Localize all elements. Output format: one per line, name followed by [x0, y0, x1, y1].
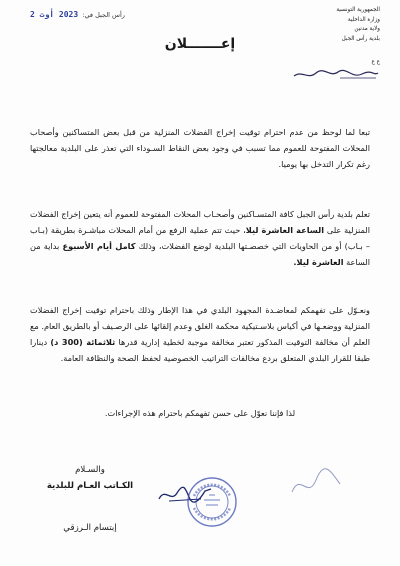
bold-text: كامل أيام الأسبوع: [62, 241, 136, 251]
signer-name: إبتسام الـرزقي: [63, 523, 117, 533]
date-line: [30, 10, 125, 19]
date-stamp: 2023 أوت 2: [30, 10, 79, 19]
text-run: تعلم بلدية رأس الجبل كافة المتسـاكنين وأصحـاب المحلات المفتوحة للعموم أنه يتعين إخراج الفضلات المنزلية على: [30, 209, 370, 235]
bold-text: العاشرة ليلا.: [293, 257, 344, 267]
text-run: دينارا طبقا للقرار البلدي المتعلق بردع مخالفات التراتيب الخصوصية لحفظ الصحة والنظافة العامة.: [30, 337, 370, 363]
paragraph-1: تبعا لما لوحظ من عدم احترام توقيت إخراج الفضلات المنزلية من قبل بعض المتساكنين وأصحاب المحلات المفتوحة للعموم مما تسبب في وجود بعض النقاط السـوداء التي تعذر على البلدية معالجتها رغم تكرار التدخل بها يوميا.: [30, 127, 370, 169]
ink-signature-mark: [286, 462, 346, 506]
bold-text: الساعة العاشرة ليلا: [245, 225, 325, 235]
reference-number: ع ع: [371, 59, 380, 66]
date-prefix: رأس الجبل في:: [82, 11, 125, 19]
signer-title: الكـاتب العـام للبلدية: [46, 481, 134, 491]
paragraph-3: [30, 302, 370, 366]
paragraph-4: لذا فإننا نعوّل على حسن تفهمكم باحترام هذه الإجراءات.: [104, 408, 296, 418]
text-run: ، حيث تتم عملية الرفع من أمام المحلات مباشـرة بطريقة (بـاب – بـاب) أو من الحاويات التي خصصـتها البلدية لوضع الفضلات، وذلك: [30, 225, 370, 251]
letterhead-line: ولاية مدنين: [354, 26, 380, 33]
text-run: ونعـوّل على تفهمكم لمعاضـدة المجهود البلدي في هذا الإطار وذلك باحترام توقيت إخراج الفضلات المنزلية ووضعـها في أكياس بلاسـتيكية محكمة الغلق وعدم إلقائها على الرصـيف أو بالطريق العام. مع العلم أن مخالفة التوقيت المذكور تعتبر مخالفة موجبة لخطية إدارية قدرها: [30, 305, 371, 347]
handwritten-reference: [290, 64, 380, 84]
document-title: إعـــــــلان: [164, 36, 236, 52]
letterhead-line: وزارة الداخلية: [347, 16, 380, 23]
closing-greeting: والسـلام: [75, 465, 105, 475]
municipal-seal-icon: [186, 476, 238, 528]
paragraph-2: [30, 206, 370, 270]
letterhead-line: الجمهورية التونسية: [336, 7, 380, 13]
bold-text: ثلاثمائة (300 د): [50, 337, 116, 347]
letterhead-line: بلدية رأس الجبل: [341, 35, 380, 42]
text-run: بداية من الساعة: [30, 241, 370, 267]
